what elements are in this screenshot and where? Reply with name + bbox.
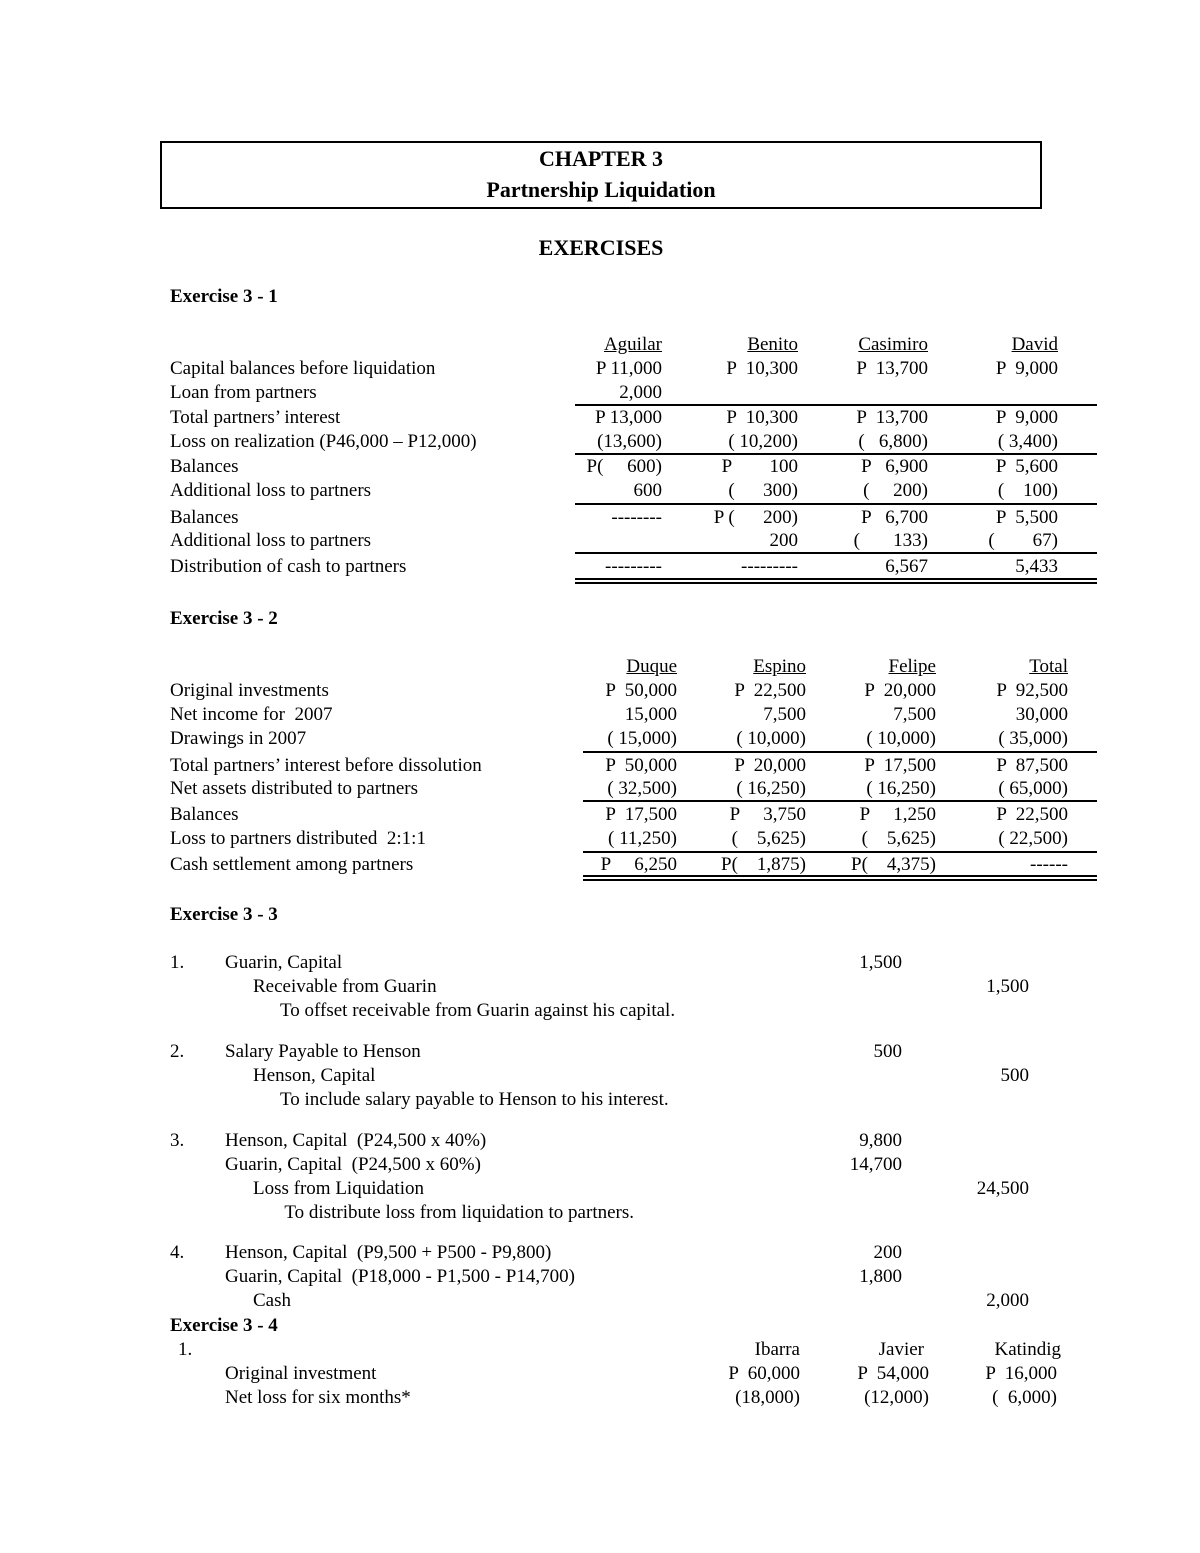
table-cell: ( 16,250) (866, 778, 936, 799)
debit-amount: 500 (873, 1041, 902, 1062)
row-label: Net assets distributed to partners (170, 778, 419, 799)
debit-amount: 1,800 (859, 1266, 902, 1287)
entry-line: To include salary payable to Henson to his interest. (280, 1089, 669, 1110)
entry-line: Receivable from Guarin (253, 976, 437, 997)
column-header: Aguilar (603, 334, 662, 355)
table-cell: P 60,000 (728, 1363, 800, 1384)
table-cell: P 17,500 (864, 755, 936, 776)
chapter-title: Partnership Liquidation (486, 177, 716, 202)
entry-line: Salary Payable to Henson (225, 1041, 421, 1062)
table-cell: (18,000) (735, 1387, 800, 1408)
table-cell: P 6,900 (861, 456, 928, 477)
entry-number: 1. (178, 1339, 193, 1360)
table-cell: -------- (611, 507, 662, 528)
table-cell: P 50,000 (605, 755, 677, 776)
row-label: Capital balances before liquidation (170, 358, 436, 379)
table-cell: P ( 200) (713, 507, 798, 528)
table-cell: (12,000) (864, 1387, 929, 1408)
credit-amount: 2,000 (986, 1290, 1029, 1311)
table-cell: P 50,000 (605, 680, 677, 701)
entry-line: Henson, Capital (P24,500 x 40%) (225, 1130, 487, 1151)
table-cell: P 54,000 (857, 1363, 929, 1384)
table-cell: ( 10,000) (736, 728, 806, 749)
table-cell: P 5,600 (995, 456, 1058, 477)
exercise-heading: Exercise 3 - 4 (170, 1315, 278, 1336)
table-cell: ( 67) (988, 530, 1058, 551)
table-cell: 200 (769, 530, 798, 551)
row-label: Original investment (225, 1363, 377, 1384)
row-label: Distribution of cash to partners (170, 556, 407, 577)
table-cell: P 100 (721, 456, 798, 477)
table-cell: P 9,000 (995, 358, 1058, 379)
table-cell: 2,000 (619, 382, 662, 403)
row-label: Net loss for six months* (225, 1387, 411, 1408)
column-header: Javier (878, 1339, 924, 1360)
table-cell: P 16,000 (985, 1363, 1057, 1384)
row-label: Loss on realization (P46,000 – P12,000) (170, 431, 477, 452)
table-cell: --------- (605, 556, 662, 577)
table-cell: P 87,500 (996, 755, 1068, 776)
row-label: Additional loss to partners (170, 480, 372, 501)
table-cell: 15,000 (624, 704, 677, 725)
table-cell: ( 10,200) (728, 431, 798, 452)
entry-line: To distribute loss from liquidation to partners. (280, 1202, 635, 1223)
table-cell: P 6,700 (861, 507, 928, 528)
table-cell: ( 300) (728, 480, 798, 501)
credit-amount: 500 (1000, 1065, 1029, 1086)
debit-amount: 14,700 (849, 1154, 902, 1175)
table-cell: 7,500 (763, 704, 806, 725)
table-cell: (13,600) (597, 431, 662, 452)
table-cell: P 9,000 (995, 407, 1058, 428)
table-cell: P 1,250 (859, 804, 936, 825)
chapter-number: CHAPTER 3 (538, 146, 664, 171)
entry-line: Henson, Capital (P9,500 + P500 - P9,800) (225, 1242, 552, 1263)
table-cell: ( 65,000) (998, 778, 1068, 799)
exercise-heading: Exercise 3 - 1 (170, 286, 278, 307)
entry-line: Cash (253, 1290, 291, 1311)
table-cell: ( 6,000) (992, 1387, 1057, 1408)
entry-line: Guarin, Capital (225, 952, 343, 973)
rule-line (583, 751, 1097, 753)
rule-line (575, 404, 1097, 406)
row-label: Additional loss to partners (170, 530, 372, 551)
table-cell: ( 10,000) (866, 728, 936, 749)
entry-number: 4. (170, 1242, 185, 1263)
row-label: Balances (170, 456, 239, 477)
table-cell: P( 1,875) (721, 854, 806, 875)
table-cell: ( 100) (997, 480, 1058, 501)
table-cell: P 13,000 (595, 407, 662, 428)
row-label: Total partners’ interest before dissolution (170, 755, 482, 776)
row-label: Original investments (170, 680, 329, 701)
row-label: Balances (170, 804, 239, 825)
table-cell: P 5,500 (995, 507, 1058, 528)
entry-line: Guarin, Capital (P24,500 x 60%) (225, 1154, 481, 1175)
column-header: Casimiro (858, 334, 928, 355)
row-label: Cash settlement among partners (170, 854, 414, 875)
column-header: Total (1029, 656, 1068, 677)
entry-number: 2. (170, 1041, 185, 1062)
entry-line: Guarin, Capital (P18,000 - P1,500 - P14,700) (225, 1266, 575, 1287)
table-cell: P 13,700 (856, 407, 928, 428)
row-label: Total partners’ interest (170, 407, 341, 428)
rule-line (583, 800, 1097, 802)
debit-amount: 1,500 (859, 952, 902, 973)
rule-line (575, 552, 1097, 554)
column-header: Ibarra (754, 1339, 800, 1360)
table-cell: P 13,700 (856, 358, 928, 379)
table-cell: --------- (741, 556, 798, 577)
rule-line (583, 851, 1097, 853)
credit-amount: 1,500 (986, 976, 1029, 997)
table-cell: ( 32,500) (607, 778, 677, 799)
exercise-heading: Exercise 3 - 3 (170, 904, 278, 925)
debit-amount: 9,800 (859, 1130, 902, 1151)
table-cell: P 92,500 (996, 680, 1068, 701)
row-label: Net income for 2007 (170, 704, 333, 725)
table-cell: ------ (1030, 854, 1068, 875)
table-cell: ( 200) (863, 480, 928, 501)
table-cell: ( 22,500) (998, 828, 1068, 849)
entry-line: Henson, Capital (253, 1065, 376, 1086)
section-title: EXERCISES (538, 235, 664, 260)
rule-line (575, 453, 1097, 455)
column-header: Katindig (994, 1339, 1061, 1360)
table-cell: ( 5,625) (861, 828, 936, 849)
table-cell: 7,500 (893, 704, 936, 725)
credit-amount: 24,500 (976, 1178, 1029, 1199)
table-cell: P 3,750 (729, 804, 806, 825)
table-cell: ( 5,625) (731, 828, 806, 849)
column-header: Felipe (888, 656, 936, 677)
table-cell: ( 15,000) (607, 728, 677, 749)
table-cell: P 22,500 (734, 680, 806, 701)
column-header: Espino (753, 656, 806, 677)
table-cell: P 10,300 (726, 407, 798, 428)
row-label: Drawings in 2007 (170, 728, 307, 749)
double-rule-line (575, 578, 1097, 584)
debit-amount: 200 (873, 1242, 902, 1263)
entry-number: 1. (170, 952, 185, 973)
table-cell: P 22,500 (996, 804, 1068, 825)
row-label: Loss to partners distributed 2:1:1 (170, 828, 426, 849)
column-header: David (1011, 334, 1058, 355)
exercise-heading: Exercise 3 - 2 (170, 608, 278, 629)
table-cell: ( 6,800) (858, 431, 928, 452)
double-rule-line (583, 875, 1097, 881)
table-cell: P 10,300 (726, 358, 798, 379)
table-cell: 5,433 (1015, 556, 1058, 577)
table-cell: ( 3,400) (997, 431, 1058, 452)
table-cell: P 6,250 (600, 854, 677, 875)
table-cell: ( 35,000) (998, 728, 1068, 749)
table-cell: P 17,500 (605, 804, 677, 825)
table-cell: 600 (633, 480, 662, 501)
table-cell: P 20,000 (734, 755, 806, 776)
row-label: Balances (170, 507, 239, 528)
table-cell: P( 600) (586, 456, 662, 477)
table-cell: 6,567 (885, 556, 928, 577)
table-cell: P( 4,375) (851, 854, 936, 875)
table-cell: P 11,000 (595, 358, 662, 379)
table-cell: ( 16,250) (736, 778, 806, 799)
table-cell: ( 11,250) (608, 828, 677, 849)
entry-line: Loss from Liquidation (253, 1178, 424, 1199)
entry-number: 3. (170, 1130, 185, 1151)
table-cell: ( 133) (853, 530, 928, 551)
column-header: Duque (626, 656, 677, 677)
column-header: Benito (747, 334, 798, 355)
rule-line (575, 503, 1097, 505)
entry-line: To offset receivable from Guarin against his capital. (280, 1000, 676, 1021)
row-label: Loan from partners (170, 382, 317, 403)
table-cell: 30,000 (1015, 704, 1068, 725)
table-cell: P 20,000 (864, 680, 936, 701)
